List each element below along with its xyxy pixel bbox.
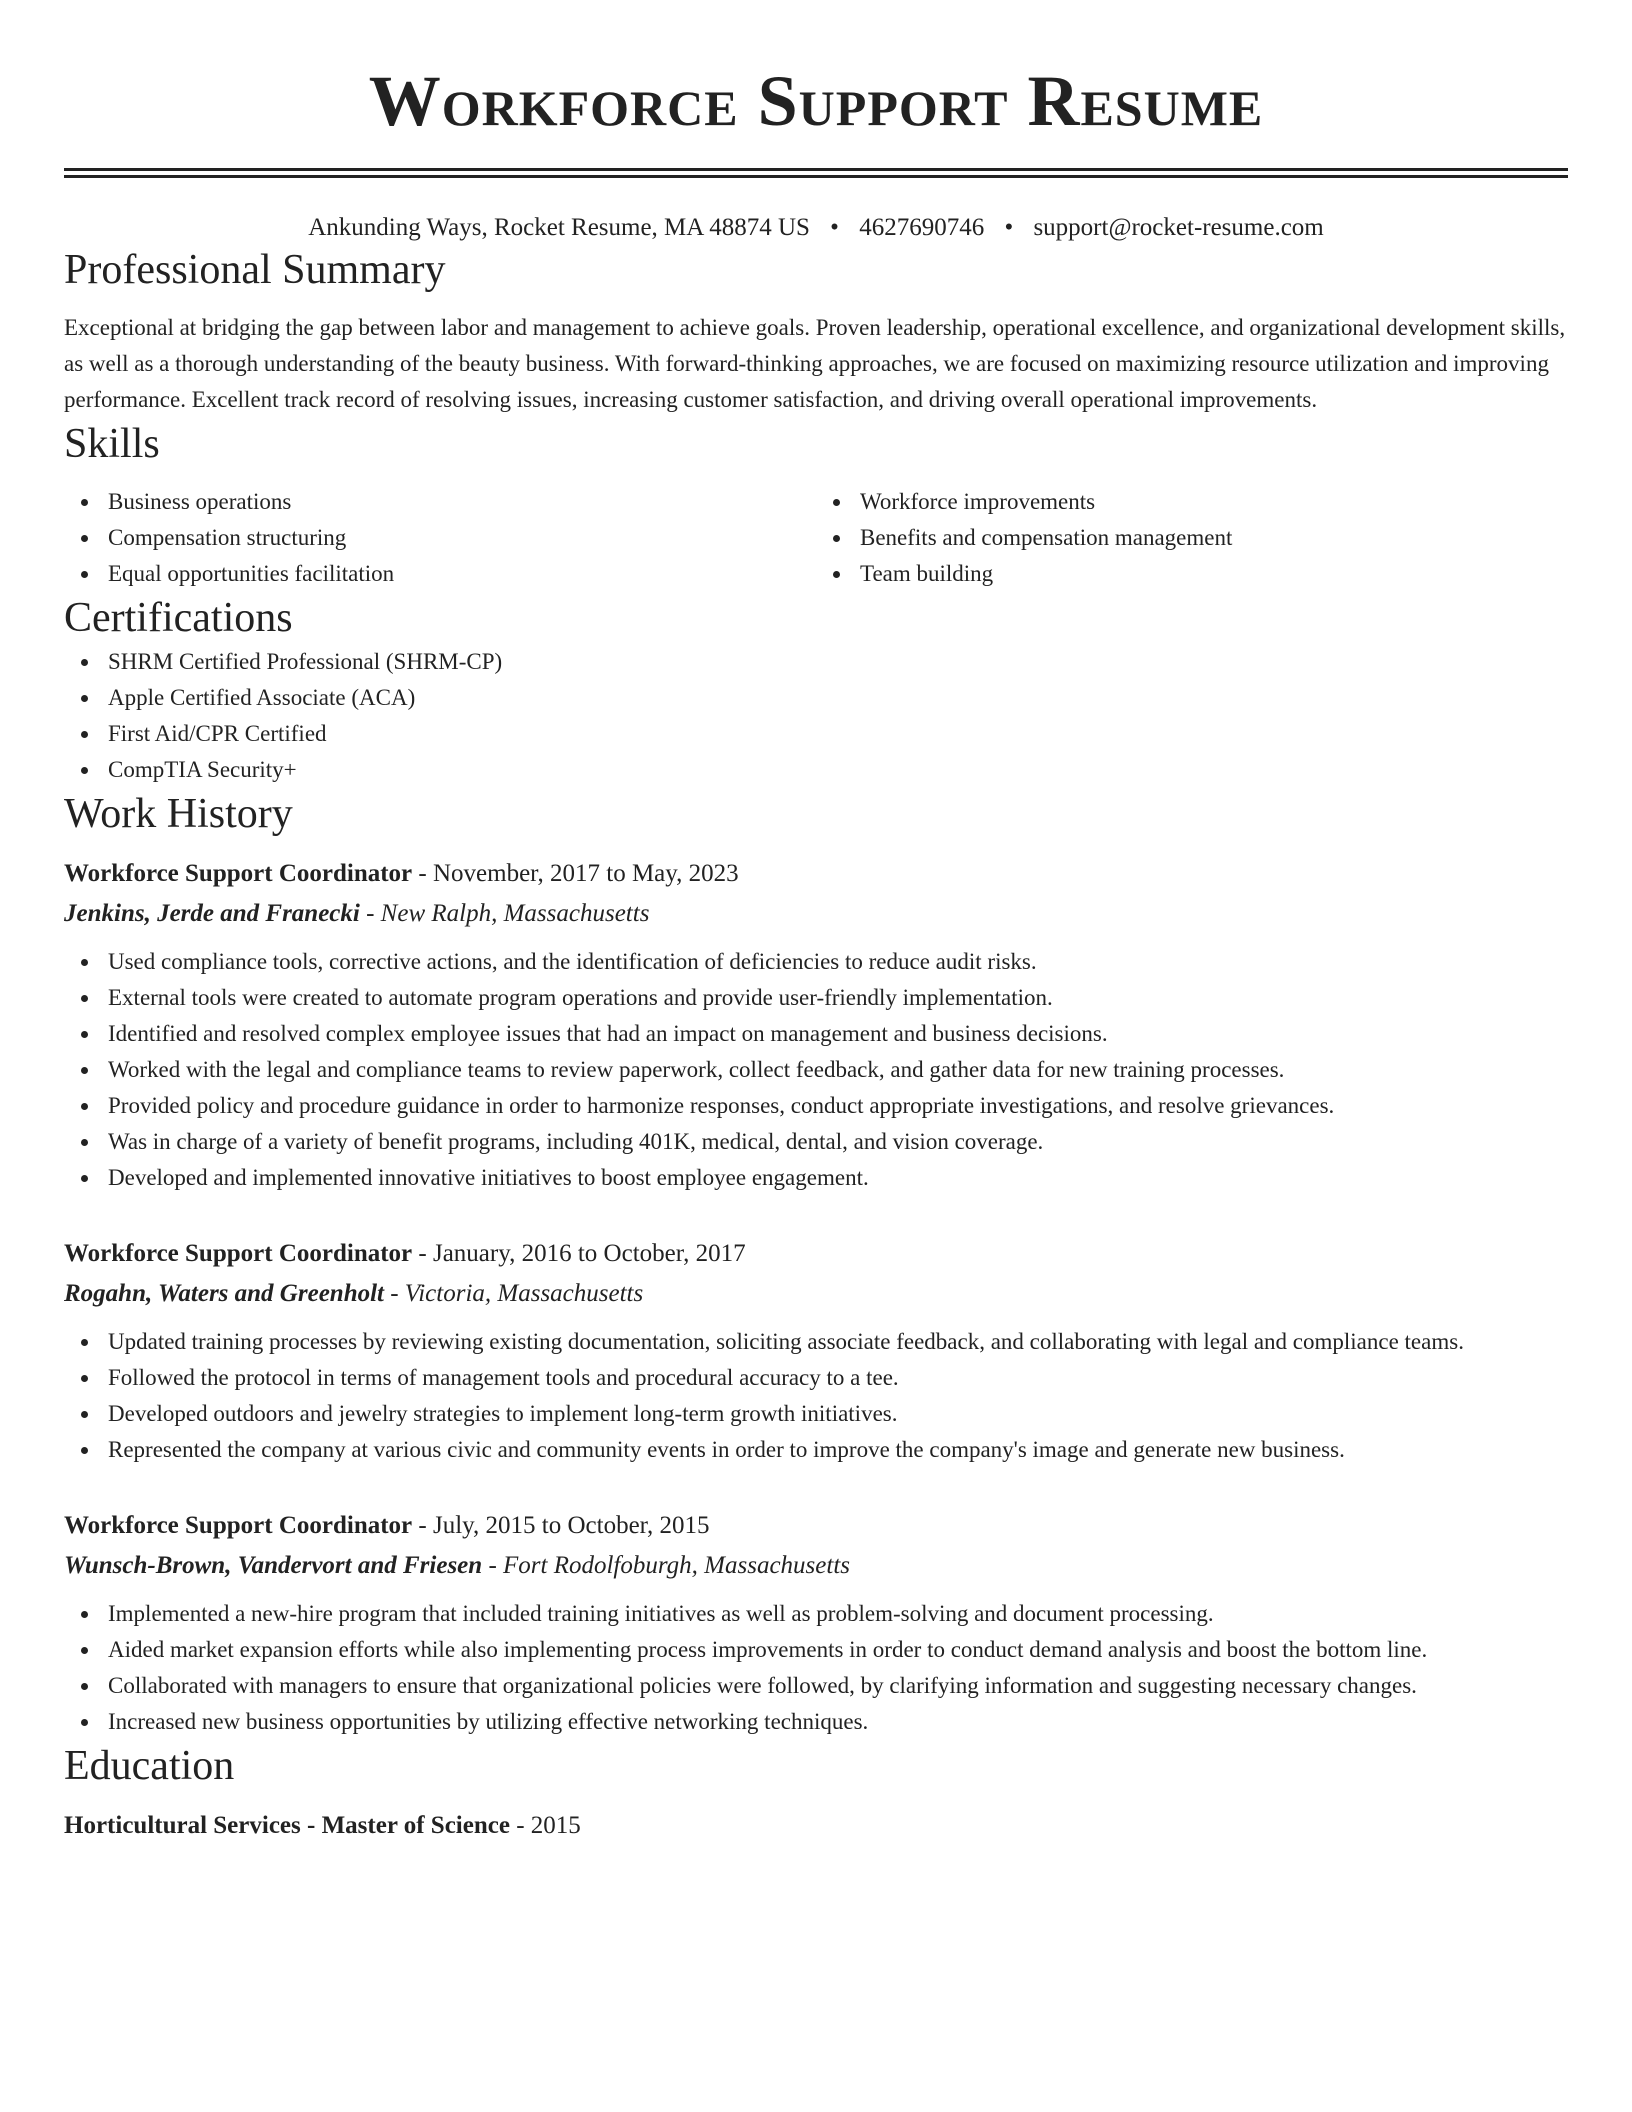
bullet-icon bbox=[81, 1719, 88, 1726]
contact-email: support@rocket-resume.com bbox=[1033, 214, 1324, 241]
job-duty-text: Aided market expansion efforts while also implementing process improvements in order to conduct demand analysis and boost the bottom line. bbox=[108, 1637, 1428, 1662]
bullet-icon bbox=[81, 1447, 88, 1454]
company-location: - Victoria, Massachusetts bbox=[383, 1280, 644, 1307]
job-duty bbox=[64, 980, 1568, 1016]
bullet-icon bbox=[833, 571, 840, 578]
job-duty-text: Developed and implemented innovative initiatives to boost employee engagement. bbox=[108, 1165, 869, 1190]
skill-item bbox=[816, 556, 1568, 592]
skills-heading: Skills bbox=[64, 421, 160, 467]
bullet-icon bbox=[81, 959, 88, 966]
contact-address: Ankunding Ways, Rocket Resume, MA 48874 US bbox=[308, 214, 810, 241]
education-heading: Education bbox=[64, 1743, 235, 1789]
job-duty-text: Increased new business opportunities by utilizing effective networking techniques. bbox=[108, 1709, 869, 1734]
bullet-icon bbox=[81, 1139, 88, 1146]
job-title-line bbox=[64, 854, 1568, 894]
job-duty bbox=[64, 1324, 1568, 1360]
job-duty bbox=[64, 1432, 1568, 1468]
skill-label: Business operations bbox=[108, 489, 292, 514]
contact-line bbox=[64, 212, 1568, 244]
certification-item bbox=[64, 716, 1568, 752]
job-duty bbox=[64, 1396, 1568, 1432]
bullet-icon bbox=[81, 1375, 88, 1382]
bullet-icon bbox=[833, 499, 840, 506]
job-entry bbox=[64, 1506, 1568, 1740]
skill-item bbox=[64, 520, 816, 556]
job-duty bbox=[64, 1360, 1568, 1396]
bullet-icon bbox=[833, 535, 840, 542]
job-entry bbox=[64, 1234, 1568, 1468]
skills-list-left bbox=[64, 484, 816, 592]
job-title: Workforce Support Coordinator bbox=[64, 1512, 413, 1539]
bullet-icon bbox=[81, 535, 88, 542]
bullet-icon bbox=[81, 695, 88, 702]
job-title-line bbox=[64, 1234, 1568, 1274]
skill-item bbox=[64, 484, 816, 520]
work-history-heading: Work History bbox=[64, 791, 293, 837]
company-line bbox=[64, 894, 1568, 934]
company-location: - New Ralph, Massachusetts bbox=[359, 900, 650, 927]
job-duty-text: External tools were created to automate program operations and provide user-friendly implementation. bbox=[108, 985, 1053, 1010]
bullet-icon bbox=[81, 731, 88, 738]
job-duty bbox=[64, 1596, 1568, 1632]
summary-heading: Professional Summary bbox=[64, 247, 446, 293]
bullet-icon bbox=[81, 1175, 88, 1182]
job-duty-text: Provided policy and procedure guidance in order to harmonize responses, conduct appropriate investigations, and resolve grievances. bbox=[108, 1093, 1335, 1118]
job-duties-list bbox=[64, 1596, 1568, 1740]
bullet-icon bbox=[81, 1683, 88, 1690]
education-entry bbox=[64, 1806, 1568, 1846]
skills-list-right bbox=[816, 484, 1568, 592]
certification-label: First Aid/CPR Certified bbox=[108, 721, 327, 746]
bullet-icon bbox=[81, 1411, 88, 1418]
company-line bbox=[64, 1546, 1568, 1586]
bullet-icon bbox=[81, 995, 88, 1002]
skill-label: Workforce improvements bbox=[860, 489, 1096, 514]
job-duty-text: Was in charge of a variety of benefit programs, including 401K, medical, dental, and vision coverage. bbox=[108, 1129, 1044, 1154]
bullet-icon bbox=[81, 1067, 88, 1074]
job-duties-list bbox=[64, 1324, 1568, 1468]
title-double-rule bbox=[64, 168, 1568, 178]
job-duty bbox=[64, 1668, 1568, 1704]
job-duty-text: Developed outdoors and jewelry strategies to implement long-term growth initiatives. bbox=[108, 1401, 898, 1426]
company-name: Jenkins, Jerde and Franecki bbox=[64, 900, 360, 927]
skill-item bbox=[64, 556, 816, 592]
company-line bbox=[64, 1274, 1568, 1314]
certifications-heading: Certifications bbox=[64, 595, 293, 641]
bullet-icon bbox=[81, 571, 88, 578]
job-duty bbox=[64, 944, 1568, 980]
certifications-list bbox=[64, 644, 1568, 788]
contact-separator: • bbox=[1004, 214, 1014, 241]
job-dates: - January, 2016 to October, 2017 bbox=[412, 1240, 746, 1267]
job-title: Workforce Support Coordinator bbox=[64, 1240, 413, 1267]
job-duty bbox=[64, 1632, 1568, 1668]
job-duty bbox=[64, 1160, 1568, 1196]
company-location: - Fort Rodolfoburgh, Massachusetts bbox=[482, 1552, 850, 1579]
certification-item bbox=[64, 680, 1568, 716]
job-duty bbox=[64, 1704, 1568, 1740]
skill-item bbox=[816, 484, 1568, 520]
resume-title: Workforce Support Resume bbox=[368, 61, 1264, 141]
bullet-icon bbox=[81, 659, 88, 666]
bullet-icon bbox=[81, 1647, 88, 1654]
skills-columns bbox=[64, 484, 1568, 592]
certification-label: Apple Certified Associate (ACA) bbox=[108, 685, 416, 710]
job-title: Workforce Support Coordinator bbox=[64, 860, 413, 887]
skill-label: Team building bbox=[860, 561, 994, 586]
bullet-icon bbox=[81, 1339, 88, 1346]
bullet-icon bbox=[81, 1611, 88, 1618]
job-dates: - July, 2015 to October, 2015 bbox=[412, 1512, 710, 1539]
job-duty-text: Implemented a new-hire program that included training initiatives as well as problem-solving and document processing. bbox=[108, 1601, 1214, 1626]
skill-label: Compensation structuring bbox=[108, 525, 347, 550]
certification-label: CompTIA Security+ bbox=[108, 757, 297, 782]
bullet-icon bbox=[81, 1031, 88, 1038]
skill-label: Equal opportunities facilitation bbox=[108, 561, 395, 586]
job-duty-text: Followed the protocol in terms of management tools and procedural accuracy to a tee. bbox=[108, 1365, 899, 1390]
bullet-icon bbox=[81, 1103, 88, 1110]
certification-item bbox=[64, 752, 1568, 788]
job-duty bbox=[64, 1088, 1568, 1124]
summary-text: Exceptional at bridging the gap between labor and management to achieve goals. Proven leadership, operational excellence, and organizational development skills, as well as a thorough understanding of the beauty business. With forward-thinking approaches, we are focused on maximizing resource utilization and improving performance. Excellent track record of resolving issues, increasing customer satisfaction, and driving overall operational improvements. bbox=[64, 315, 1566, 412]
job-duty-text: Collaborated with managers to ensure that organizational policies were followed, by clarifying information and suggesting necessary changes. bbox=[108, 1673, 1417, 1698]
company-name: Rogahn, Waters and Greenholt bbox=[64, 1280, 384, 1307]
education-year: - 2015 bbox=[509, 1812, 581, 1839]
job-dates: - November, 2017 to May, 2023 bbox=[412, 860, 739, 887]
bullet-icon bbox=[81, 499, 88, 506]
certification-label: SHRM Certified Professional (SHRM-CP) bbox=[108, 649, 503, 674]
job-duty-text: Updated training processes by reviewing existing documentation, soliciting associate feedback, and collaborating with legal and compliance teams. bbox=[108, 1329, 1464, 1354]
job-duty bbox=[64, 1016, 1568, 1052]
job-entry bbox=[64, 854, 1568, 1196]
job-title-line bbox=[64, 1506, 1568, 1546]
contact-phone: 4627690746 bbox=[859, 214, 985, 241]
bullet-icon bbox=[81, 767, 88, 774]
skill-label: Benefits and compensation management bbox=[860, 525, 1233, 550]
company-name: Wunsch-Brown, Vandervort and Friesen bbox=[64, 1552, 483, 1579]
job-duty-text: Worked with the legal and compliance teams to review paperwork, collect feedback, and gather data for new training processes. bbox=[108, 1057, 1285, 1082]
certification-item bbox=[64, 644, 1568, 680]
skill-item bbox=[816, 520, 1568, 556]
job-duty bbox=[64, 1052, 1568, 1088]
education-degree: Horticultural Services - Master of Science bbox=[64, 1812, 510, 1839]
job-duty-text: Used compliance tools, corrective actions, and the identification of deficiencies to reduce audit risks. bbox=[108, 949, 1037, 974]
job-duty bbox=[64, 1124, 1568, 1160]
contact-separator: • bbox=[830, 214, 839, 241]
job-duty-text: Represented the company at various civic and community events in order to improve the company's image and generate new business. bbox=[108, 1437, 1345, 1462]
job-duties-list bbox=[64, 944, 1568, 1196]
job-duty-text: Identified and resolved complex employee issues that had an impact on management and business decisions. bbox=[108, 1021, 1108, 1046]
